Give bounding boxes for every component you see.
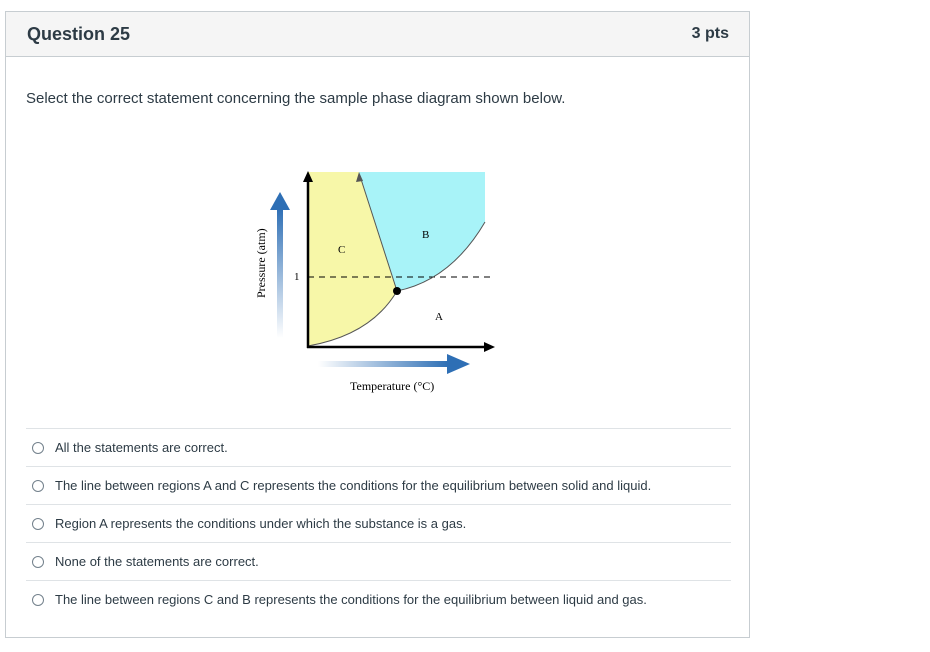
answer-label[interactable]: The line between regions C and B represents the conditions for the equilibrium between liquid and gas. bbox=[55, 592, 647, 607]
pressure-arrow-shaft bbox=[277, 208, 283, 338]
answer-label[interactable]: Region A represents the conditions under which the substance is a gas. bbox=[55, 516, 467, 531]
radio-button[interactable] bbox=[32, 594, 44, 606]
answer-list bbox=[26, 428, 731, 618]
phase-diagram bbox=[246, 160, 506, 405]
pressure-tick-label: 1 bbox=[294, 271, 300, 283]
answer-option[interactable] bbox=[26, 428, 731, 466]
answer-label[interactable]: The line between regions A and C represents the conditions for the equilibrium between solid and liquid. bbox=[55, 478, 652, 493]
pressure-arrow-head bbox=[270, 192, 290, 210]
question-header bbox=[6, 12, 749, 57]
region-c-label: C bbox=[338, 244, 346, 256]
answer-option[interactable] bbox=[26, 580, 731, 618]
radio-button[interactable] bbox=[32, 442, 44, 454]
answer-option[interactable] bbox=[26, 542, 731, 580]
answer-option[interactable] bbox=[26, 504, 731, 542]
radio-button[interactable] bbox=[32, 480, 44, 492]
question-points: 3 pts bbox=[691, 25, 729, 42]
region-b-label: B bbox=[422, 229, 430, 241]
x-axis-arrowhead bbox=[484, 342, 495, 352]
answer-label[interactable]: None of the statements are correct. bbox=[55, 554, 259, 569]
x-axis-label: Temperature (°C) bbox=[350, 379, 435, 393]
y-axis-label: Pressure (atm) bbox=[254, 228, 268, 298]
question-card bbox=[5, 11, 750, 638]
temperature-arrow-head bbox=[447, 354, 470, 374]
answer-option[interactable] bbox=[26, 466, 731, 504]
triple-point bbox=[393, 287, 401, 295]
temperature-arrow-shaft bbox=[318, 361, 448, 367]
radio-button[interactable] bbox=[32, 556, 44, 568]
radio-button[interactable] bbox=[32, 518, 44, 530]
answer-label[interactable]: All the statements are correct. bbox=[55, 440, 228, 455]
region-a-label: A bbox=[435, 311, 443, 323]
question-prompt: Select the correct statement concerning the sample phase diagram shown below. bbox=[26, 90, 566, 107]
question-title: Question 25 bbox=[27, 23, 131, 44]
